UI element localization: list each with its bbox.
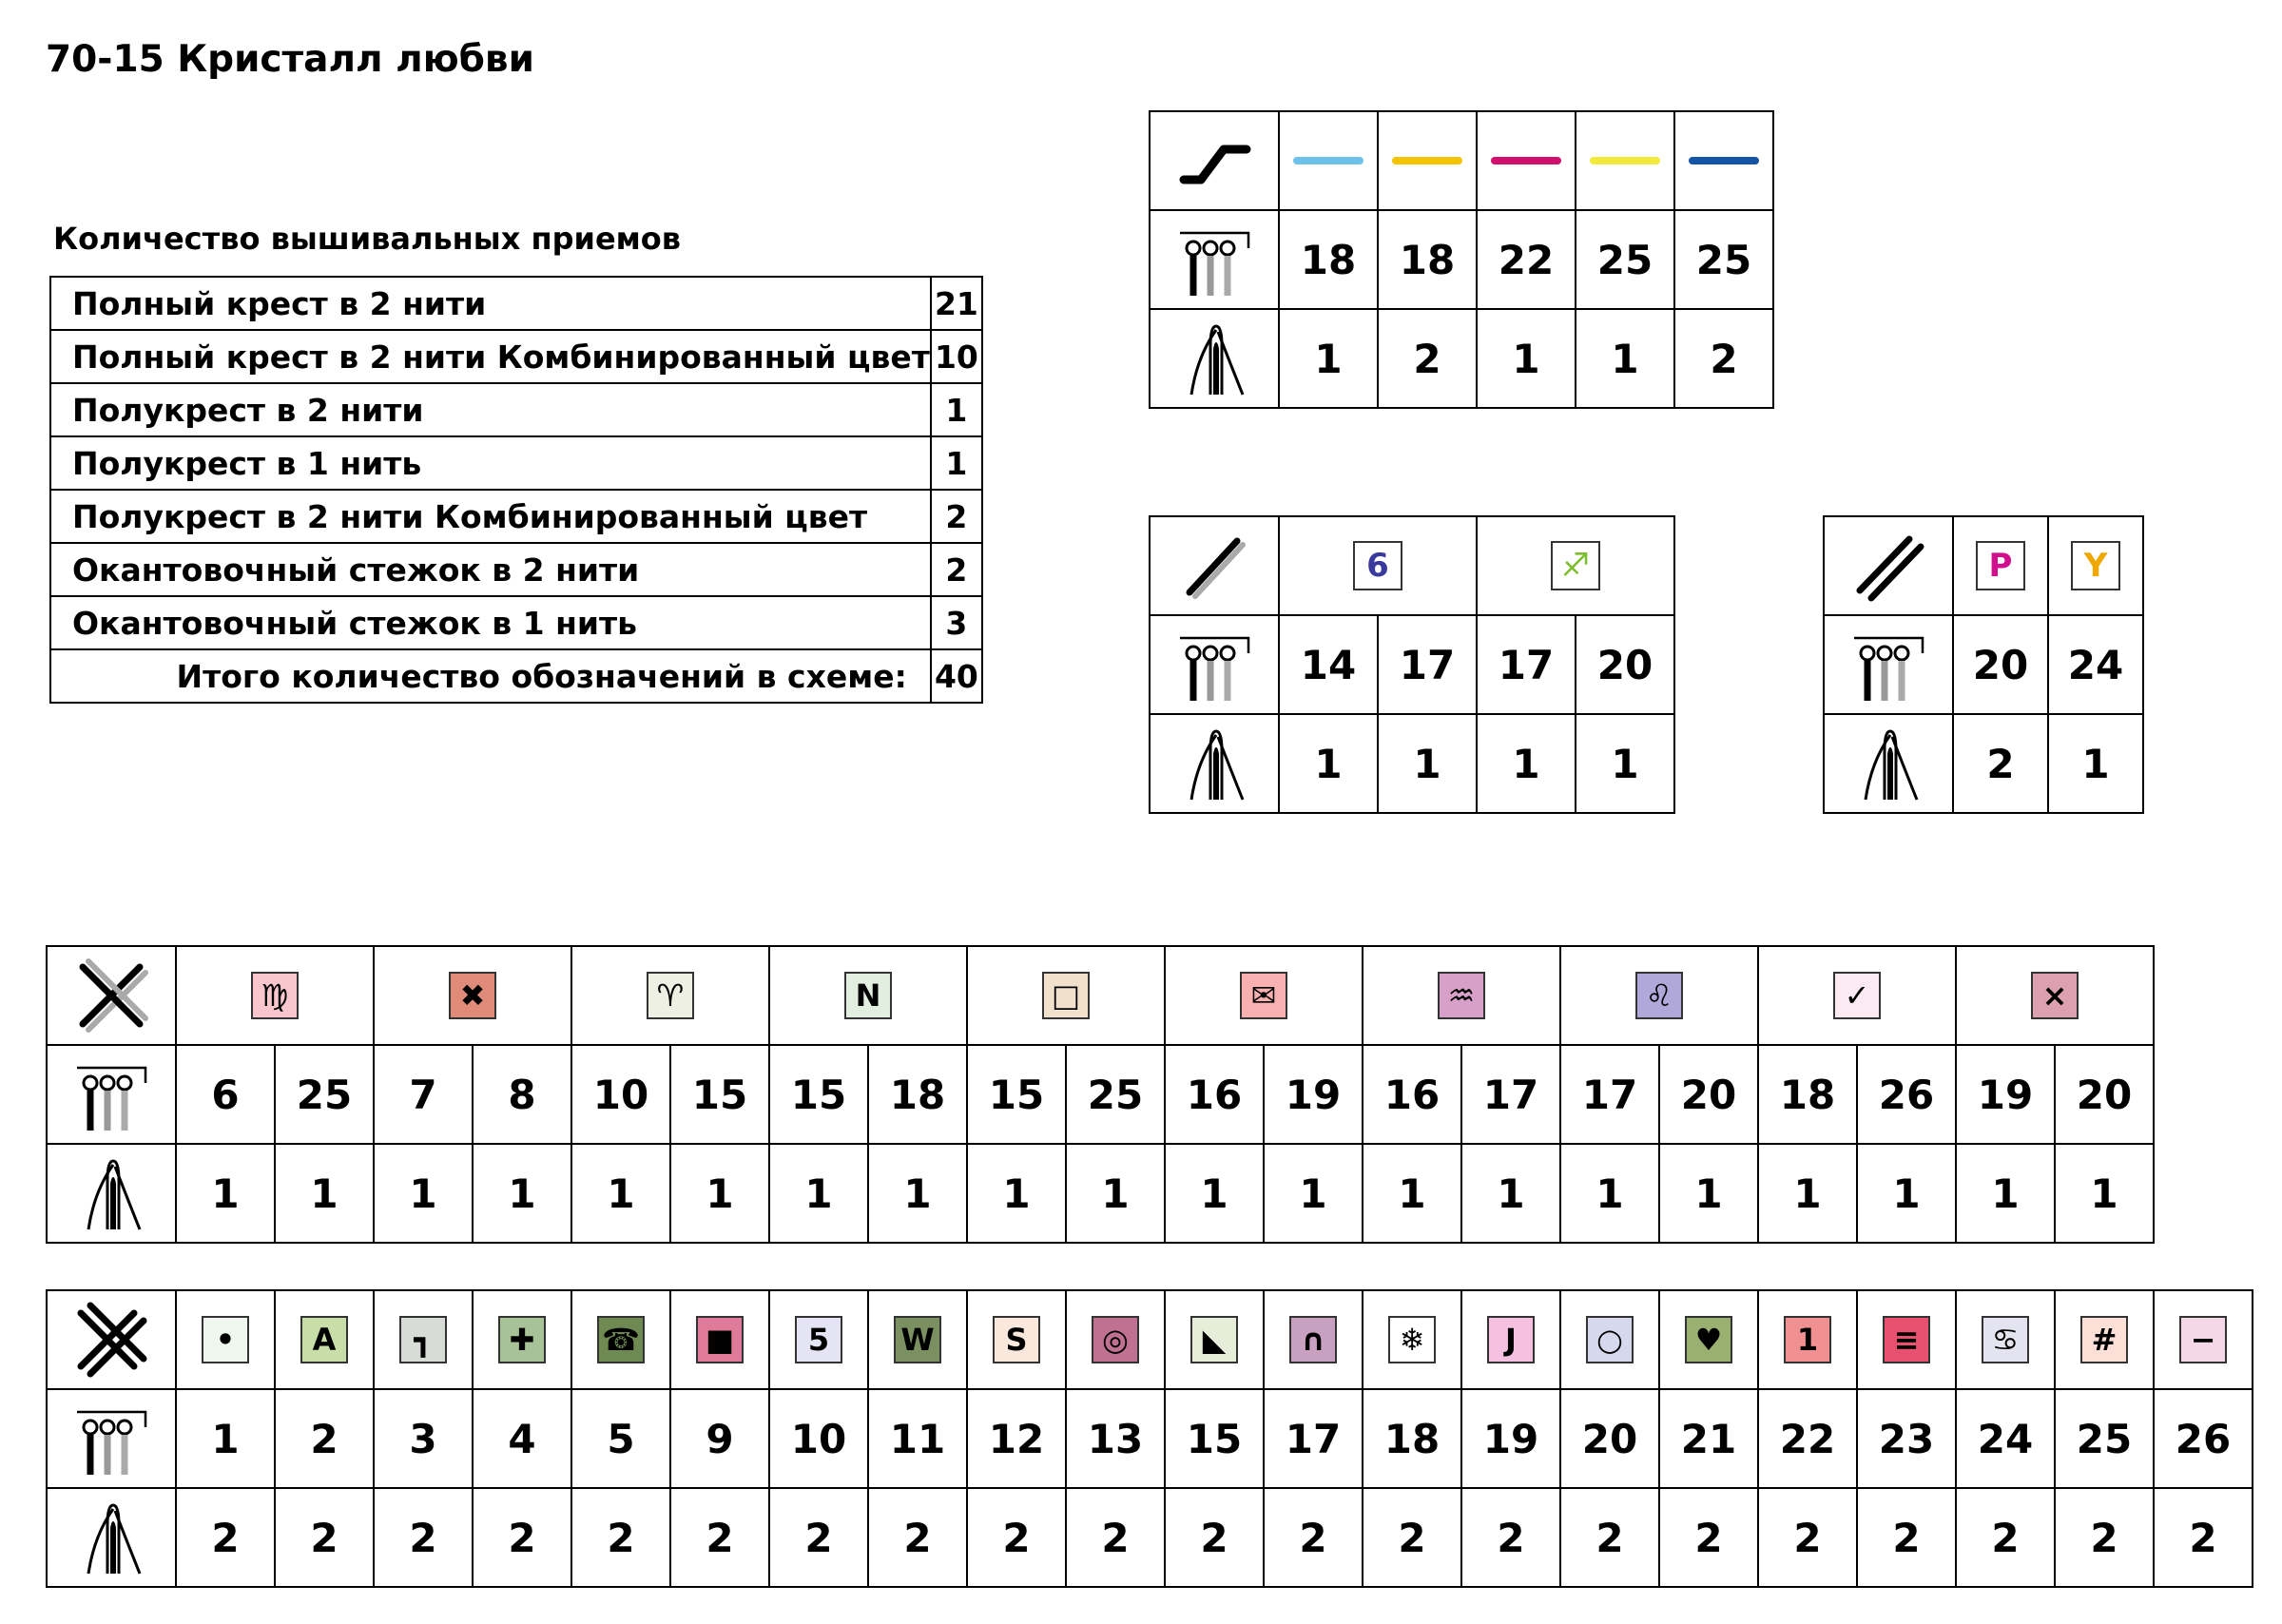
strand-count: 1 (1067, 1145, 1166, 1244)
thread-number: 26 (2155, 1390, 2253, 1489)
header-cell (1151, 112, 1280, 211)
thread-row (48, 1046, 2155, 1145)
thread-number: 25 (1067, 1046, 1166, 1145)
thread-number: 16 (1166, 1046, 1265, 1145)
full-cross-combined-key (46, 945, 2155, 1244)
symbol-cell (1675, 112, 1774, 211)
thread-number: 23 (1858, 1390, 1957, 1489)
thread-number: 15 (770, 1046, 869, 1145)
symbol-row (48, 1291, 2253, 1390)
symbol-cell (869, 1291, 968, 1390)
color-symbol: − (2179, 1316, 2227, 1363)
thread-number: 20 (1561, 1390, 1660, 1489)
thread-number: 6 (177, 1046, 276, 1145)
stitch-type-label: Полный крест в 2 нити Комбинированный цвет (50, 330, 931, 383)
strand-count: 2 (2155, 1489, 2253, 1588)
strand-count: 1 (572, 1145, 671, 1244)
symbol-cell (1265, 1291, 1363, 1390)
header-cell (48, 1145, 177, 1244)
strand-count: 2 (1858, 1489, 1957, 1588)
thread-number: 15 (1166, 1390, 1265, 1489)
total-label: Итого количество обозначений в схеме: (50, 649, 931, 703)
symbol-cell (1561, 1291, 1660, 1390)
summary-row (50, 383, 982, 436)
color-symbol: Y (2071, 541, 2120, 590)
strand-count: 1 (1759, 1145, 1858, 1244)
thread-number: 13 (1067, 1390, 1166, 1489)
thread-number: 19 (1265, 1046, 1363, 1145)
strand-count: 2 (1363, 1489, 1462, 1588)
symbol-cell (1166, 1291, 1265, 1390)
strand-count: 1 (1363, 1145, 1462, 1244)
stitch-type-label: Полный крест в 2 нити (50, 277, 931, 330)
needle-strands-icon (1174, 724, 1254, 803)
symbol-cell (1363, 947, 1561, 1046)
strand-count: 2 (1561, 1489, 1660, 1588)
summary-row (50, 543, 982, 596)
symbol-cell (276, 1291, 375, 1390)
strand-count: 2 (1675, 310, 1774, 409)
stitch-type-label: Полукрест в 2 нити (50, 383, 931, 436)
thread-number: 15 (671, 1046, 770, 1145)
stitch-type-label: Окантовочный стежок в 2 нити (50, 543, 931, 596)
color-symbol: ◎ (1092, 1316, 1139, 1363)
strand-count: 1 (1265, 1145, 1363, 1244)
full-cross-key (46, 1289, 2253, 1588)
strand-count: 1 (2056, 1145, 2155, 1244)
thread-colors-icon (71, 1399, 151, 1479)
header-cell (1825, 616, 1954, 715)
strand-count: 1 (177, 1145, 276, 1244)
color-symbol: ❄ (1388, 1316, 1436, 1363)
strand-count: 1 (1462, 1145, 1561, 1244)
strand-count: 1 (869, 1145, 968, 1244)
strand-count: 2 (1957, 1489, 2056, 1588)
strand-count: 1 (375, 1145, 474, 1244)
color-symbol: ♌ (1635, 972, 1683, 1019)
needle-strands-icon (1848, 724, 1928, 803)
strand-count: 1 (1379, 715, 1478, 814)
strand-count: 2 (1265, 1489, 1363, 1588)
color-symbol: S (993, 1316, 1040, 1363)
strand-count: 2 (2056, 1489, 2155, 1588)
strand-count: 2 (671, 1489, 770, 1588)
full-cross-combined-icon (71, 956, 151, 1035)
summary-table (49, 276, 983, 704)
strand-count: 2 (572, 1489, 671, 1588)
strand-count: 1 (474, 1145, 572, 1244)
symbol-cell (1858, 1291, 1957, 1390)
thread-colors-icon (1174, 220, 1254, 300)
symbol-cell (1954, 517, 2049, 616)
symbol-cell (1280, 112, 1379, 211)
color-symbol: ♥ (1685, 1316, 1732, 1363)
backstitch-line-swatch (1491, 157, 1561, 164)
thread-number: 16 (1363, 1046, 1462, 1145)
symbol-cell (375, 947, 572, 1046)
color-symbol: ♍ (251, 972, 299, 1019)
color-symbol: □ (1042, 972, 1090, 1019)
header-cell (48, 1489, 177, 1588)
backstitch-line-swatch (1590, 157, 1660, 164)
symbol-cell (177, 947, 375, 1046)
strand-row (48, 1489, 2253, 1588)
thread-number: 18 (1759, 1046, 1858, 1145)
backstitch-icon (1174, 121, 1254, 201)
thread-number: 5 (572, 1390, 671, 1489)
strand-count: 1 (1660, 1145, 1759, 1244)
symbol-cell (1660, 1291, 1759, 1390)
symbol-cell (2049, 517, 2144, 616)
symbol-cell (1067, 1291, 1166, 1390)
summary-row (50, 330, 982, 383)
thread-number: 25 (276, 1046, 375, 1145)
symbol-cell (770, 947, 968, 1046)
symbol-cell (572, 947, 770, 1046)
thread-colors-icon (71, 1054, 151, 1134)
thread-row (48, 1390, 2253, 1489)
strand-row (1151, 715, 1675, 814)
strand-count: 2 (276, 1489, 375, 1588)
header-cell (48, 1390, 177, 1489)
needle-strands-icon (1174, 319, 1254, 398)
thread-number: 17 (1379, 616, 1478, 715)
strand-count: 1 (2049, 715, 2144, 814)
color-symbol: ≡ (1883, 1316, 1930, 1363)
stitch-type-count: 21 (931, 277, 982, 330)
strand-count: 2 (968, 1489, 1067, 1588)
strand-count: 2 (474, 1489, 572, 1588)
needle-strands-icon (71, 1498, 151, 1577)
full-cross-icon (71, 1300, 151, 1380)
strand-count: 1 (1280, 715, 1379, 814)
needle-strands-icon (71, 1153, 151, 1233)
symbol-cell (1957, 1291, 2056, 1390)
thread-number: 24 (1957, 1390, 2056, 1489)
thread-number: 21 (1660, 1390, 1759, 1489)
thread-number: 25 (2056, 1390, 2155, 1489)
thread-row (1151, 616, 1675, 715)
strand-count: 2 (770, 1489, 869, 1588)
strand-count: 1 (1478, 310, 1576, 409)
thread-number: 17 (1462, 1046, 1561, 1145)
strand-count: 1 (1478, 715, 1576, 814)
symbol-cell (1759, 1291, 1858, 1390)
strand-count: 2 (1067, 1489, 1166, 1588)
header-cell (1151, 211, 1280, 310)
color-symbol: ♈ (647, 972, 694, 1019)
symbol-cell (1561, 947, 1759, 1046)
thread-number: 25 (1576, 211, 1675, 310)
color-symbol: ✓ (1833, 972, 1881, 1019)
header-cell (48, 1046, 177, 1145)
color-symbol: 5 (795, 1316, 842, 1363)
strand-row (1825, 715, 2144, 814)
color-symbol: ✚ (498, 1316, 546, 1363)
header-cell (1151, 310, 1280, 409)
thread-number: 18 (1280, 211, 1379, 310)
thread-number: 20 (2056, 1046, 2155, 1145)
color-symbol: ♋ (1982, 1316, 2029, 1363)
thread-row (1151, 211, 1774, 310)
symbol-cell (1379, 112, 1478, 211)
summary-total-row (50, 649, 982, 703)
symbol-cell (1462, 1291, 1561, 1390)
summary-heading: Количество вышивальных приемов (53, 221, 682, 257)
thread-number: 18 (1363, 1390, 1462, 1489)
thread-number: 15 (968, 1046, 1067, 1145)
thread-number: 20 (1954, 616, 2049, 715)
symbol-cell (2056, 1291, 2155, 1390)
color-symbol: ┓ (399, 1316, 447, 1363)
strand-count: 2 (1462, 1489, 1561, 1588)
summary-row (50, 277, 982, 330)
strand-count: 1 (968, 1145, 1067, 1244)
thread-number: 18 (1379, 211, 1478, 310)
symbol-cell (572, 1291, 671, 1390)
thread-number: 12 (968, 1390, 1067, 1489)
color-symbol: ✖ (449, 972, 496, 1019)
color-symbol: W (894, 1316, 941, 1363)
color-symbol: J (1487, 1316, 1535, 1363)
thread-number: 7 (375, 1046, 474, 1145)
thread-number: 22 (1478, 211, 1576, 310)
color-symbol: 1 (1784, 1316, 1831, 1363)
symbol-cell (1478, 517, 1675, 616)
strand-count: 1 (1576, 310, 1675, 409)
thread-number: 22 (1759, 1390, 1858, 1489)
strand-count: 1 (276, 1145, 375, 1244)
half-cross-key (1823, 515, 2144, 814)
color-symbol: N (844, 972, 892, 1019)
color-symbol: ☎ (597, 1316, 645, 1363)
page-title: 70-15 Кристалл любви (46, 38, 534, 81)
color-symbol: ∩ (1289, 1316, 1337, 1363)
strand-count: 2 (1379, 310, 1478, 409)
strand-count: 1 (1576, 715, 1675, 814)
symbol-cell (1280, 517, 1478, 616)
header-cell (1825, 715, 1954, 814)
stitch-type-count: 10 (931, 330, 982, 383)
header-cell (48, 1291, 177, 1390)
thread-number: 9 (671, 1390, 770, 1489)
thread-colors-icon (1174, 625, 1254, 705)
symbol-cell (375, 1291, 474, 1390)
thread-number: 18 (869, 1046, 968, 1145)
color-symbol: # (2080, 1316, 2128, 1363)
summary-row (50, 596, 982, 649)
symbol-cell (1957, 947, 2155, 1046)
strand-count: 2 (1166, 1489, 1265, 1588)
thread-number: 19 (1462, 1390, 1561, 1489)
strand-count: 2 (375, 1489, 474, 1588)
symbol-row (1151, 517, 1675, 616)
strand-count: 1 (1166, 1145, 1265, 1244)
stitch-type-count: 1 (931, 436, 982, 490)
symbol-cell (1576, 112, 1675, 211)
color-symbol: 6 (1353, 541, 1402, 590)
half-cross-single-icon (1174, 526, 1254, 606)
header-cell (1825, 517, 1954, 616)
thread-number: 2 (276, 1390, 375, 1489)
thread-number: 24 (2049, 616, 2144, 715)
strand-count: 1 (1280, 310, 1379, 409)
header-cell (1151, 616, 1280, 715)
summary-row (50, 436, 982, 490)
strand-row (1151, 310, 1774, 409)
symbol-cell (1478, 112, 1576, 211)
thread-number: 17 (1478, 616, 1576, 715)
strand-count: 2 (1759, 1489, 1858, 1588)
thread-number: 20 (1576, 616, 1675, 715)
color-symbol: ◣ (1190, 1316, 1238, 1363)
symbol-cell (1363, 1291, 1462, 1390)
strand-count: 1 (671, 1145, 770, 1244)
color-symbol: P (1976, 541, 2025, 590)
thread-number: 25 (1675, 211, 1774, 310)
strand-count: 1 (1561, 1145, 1660, 1244)
symbol-cell (1166, 947, 1363, 1046)
color-symbol: × (2031, 972, 2079, 1019)
total-count: 40 (931, 649, 982, 703)
thread-number: 4 (474, 1390, 572, 1489)
strand-row (48, 1145, 2155, 1244)
symbol-cell (770, 1291, 869, 1390)
thread-number: 19 (1957, 1046, 2056, 1145)
strand-count: 1 (1858, 1145, 1957, 1244)
symbol-row (1825, 517, 2144, 616)
symbol-cell (968, 947, 1166, 1046)
strand-count: 1 (1957, 1145, 2056, 1244)
thread-number: 3 (375, 1390, 474, 1489)
thread-number: 11 (869, 1390, 968, 1489)
color-symbol: ■ (696, 1316, 744, 1363)
header-cell (48, 947, 177, 1046)
stitch-type-count: 1 (931, 383, 982, 436)
stitch-type-count: 2 (931, 490, 982, 543)
thread-number: 17 (1561, 1046, 1660, 1145)
color-symbol: A (300, 1316, 348, 1363)
thread-number: 20 (1660, 1046, 1759, 1145)
symbol-cell (474, 1291, 572, 1390)
thread-number: 10 (572, 1046, 671, 1145)
strand-count: 1 (770, 1145, 869, 1244)
color-symbol: • (202, 1316, 249, 1363)
strand-count: 2 (869, 1489, 968, 1588)
color-symbol: ♐ (1551, 541, 1600, 590)
stitch-type-count: 3 (931, 596, 982, 649)
thread-colors-icon (1848, 625, 1928, 705)
thread-number: 14 (1280, 616, 1379, 715)
strand-count: 2 (177, 1489, 276, 1588)
stitch-type-label: Окантовочный стежок в 1 нить (50, 596, 931, 649)
symbol-cell (177, 1291, 276, 1390)
thread-number: 1 (177, 1390, 276, 1489)
backstitch-line-swatch (1689, 157, 1759, 164)
backstitch-key (1149, 110, 1774, 409)
stitch-type-label: Полукрест в 1 нить (50, 436, 931, 490)
symbol-cell (2155, 1291, 2253, 1390)
stitch-type-count: 2 (931, 543, 982, 596)
backstitch-line-swatch (1293, 157, 1363, 164)
color-symbol: ✉ (1240, 972, 1287, 1019)
color-symbol: ♒ (1438, 972, 1485, 1019)
thread-row (1825, 616, 2144, 715)
thread-number: 10 (770, 1390, 869, 1489)
header-cell (1151, 715, 1280, 814)
backstitch-line-swatch (1392, 157, 1462, 164)
symbol-row (1151, 112, 1774, 211)
symbol-cell (1759, 947, 1957, 1046)
thread-number: 26 (1858, 1046, 1957, 1145)
strand-count: 2 (1660, 1489, 1759, 1588)
half-cross-double-icon (1848, 526, 1928, 606)
strand-count: 2 (1954, 715, 2049, 814)
thread-number: 8 (474, 1046, 572, 1145)
summary-row (50, 490, 982, 543)
symbol-cell (671, 1291, 770, 1390)
color-symbol: ○ (1586, 1316, 1634, 1363)
half-cross-combined-key (1149, 515, 1675, 814)
symbol-cell (968, 1291, 1067, 1390)
symbol-row (48, 947, 2155, 1046)
stitch-type-label: Полукрест в 2 нити Комбинированный цвет (50, 490, 931, 543)
thread-number: 17 (1265, 1390, 1363, 1489)
header-cell (1151, 517, 1280, 616)
